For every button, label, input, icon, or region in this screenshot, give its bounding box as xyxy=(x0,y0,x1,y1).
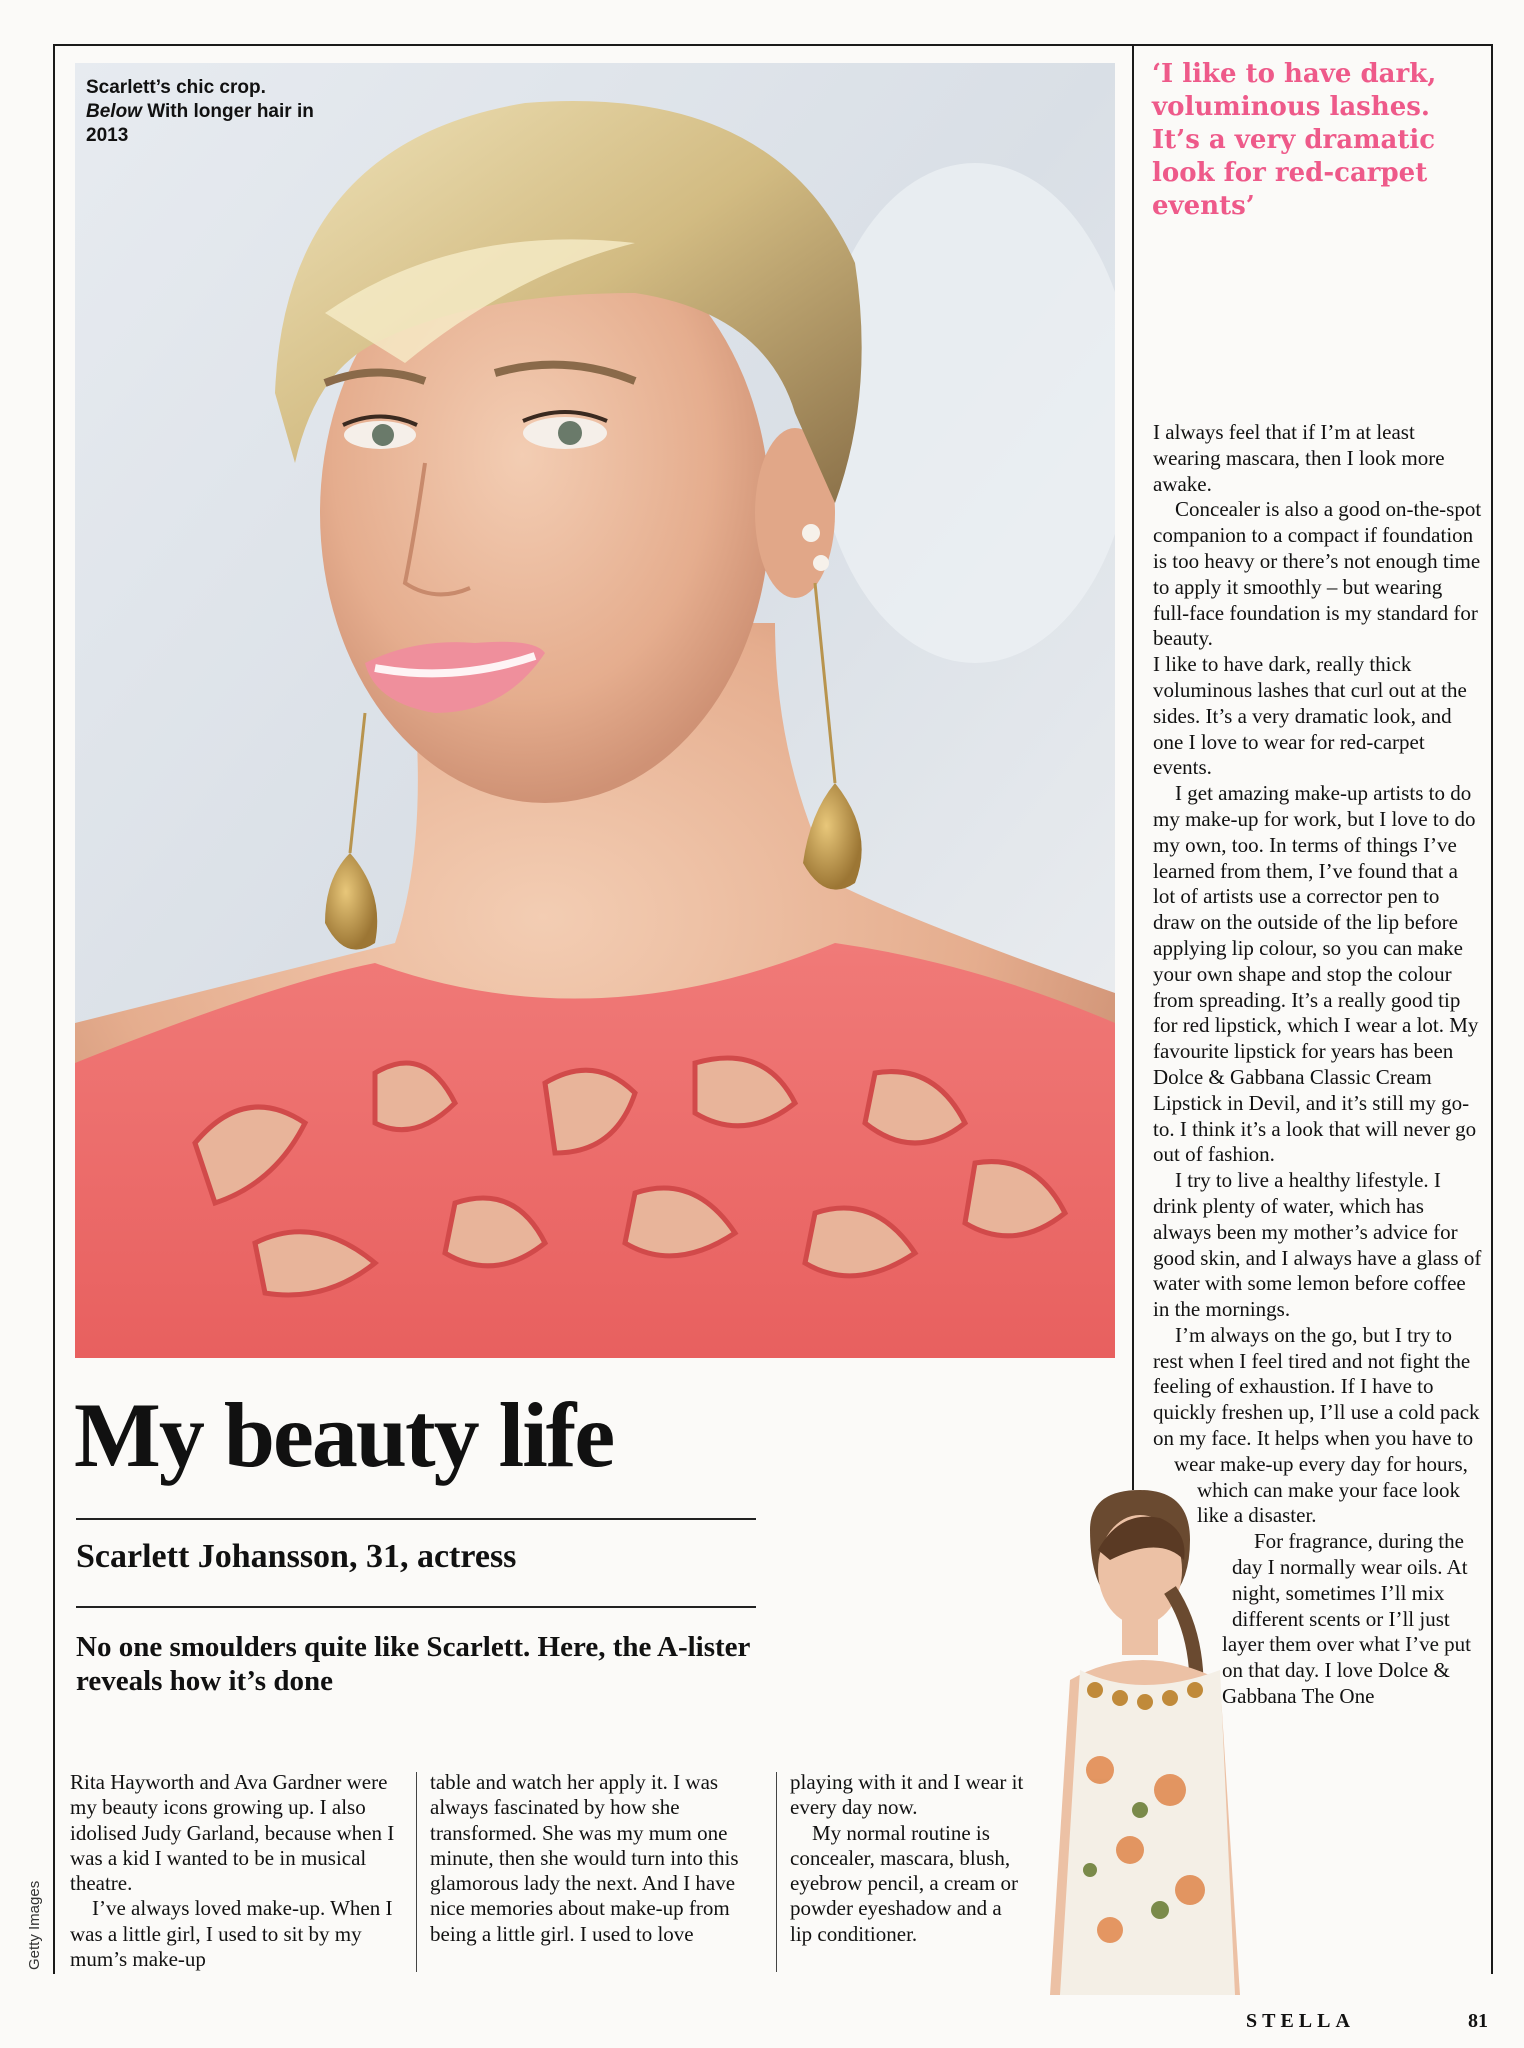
photo-caption xyxy=(86,76,326,148)
body-paragraph: For fragrance, during the day I normally wear oils. At night, sometimes I’ll mix different scents or I’ll just layer them over what I’ve put on that day. I love Dolce & Gabbana The One xyxy=(1222,1529,1471,1709)
body-paragraph: I’m always on the go, but I try to rest when I feel tired and not fight the feeling of exhaustion. If I have to quickly freshen up, I’ll use a cold pack on my face. It helps when you have to wear make-up every day for hours, which can make your face look like a disaster. xyxy=(1153,1322,1480,1528)
photo-credit-text: Getty Images xyxy=(26,1880,43,1970)
wrap-spacer xyxy=(1152,1491,1197,1543)
pull-quote: ‘I like to have dark, voluminous lashes. It’s a very dramatic look for red-carpet events’ xyxy=(1152,59,1437,221)
headline: My beauty life xyxy=(74,1384,614,1486)
column-separator xyxy=(776,1772,777,1972)
byline-rule-top xyxy=(76,1518,756,1520)
caption-lead: Scarlett’s chic crop. xyxy=(86,77,266,98)
footer-section-name: STELLA xyxy=(1246,2010,1355,2032)
byline: Scarlett Johansson, 31, actress xyxy=(76,1538,517,1575)
body-paragraph: I like to have dark, really thick voluminous lashes that curl out at the sides. It’s a very dramatic look, and one I love to wear for red-carpet events. xyxy=(1153,652,1467,780)
body-paragraph: I always feel that if I’m at least wearing mascara, then I look more awake. xyxy=(1153,420,1445,496)
main-portrait-photo xyxy=(75,63,1115,1358)
body-column-3 xyxy=(790,1770,1025,1947)
caption-rest: With longer hair in 2013 xyxy=(86,101,314,146)
right-column xyxy=(1152,420,1482,1925)
column-separator xyxy=(416,1772,417,1972)
body-paragraph: table and watch her apply it. I was always fascinated by how she transformed. She was my mum one minute, then she would turn into this glamorous lady the next. And I have nice memories about make-up from being a little girl. I used to love xyxy=(430,1770,739,1946)
byline-rule-bottom xyxy=(76,1606,756,1608)
footer-page-number: 81 xyxy=(1468,2010,1488,2032)
standfirst: No one smoulders quite like Scarlett. Here, the A-lister reveals how it’s done xyxy=(76,1631,750,1697)
wrap-spacer xyxy=(1152,1543,1232,1621)
body-column-1 xyxy=(70,1770,400,1972)
wrap-spacer xyxy=(1152,1465,1174,1491)
body-column-2 xyxy=(430,1770,760,1947)
body-paragraph: I try to live a healthy lifestyle. I drink plenty of water, which has always been my mother’s advice for good skin, and I always have a glass of water with some lemon before coffee in the mornings. xyxy=(1153,1168,1482,1322)
body-paragraph: I’ve always loved make-up. When I was a little girl, I used to sit by my mum’s make-up xyxy=(70,1896,393,1972)
portrait-illustration xyxy=(75,63,1115,1358)
body-paragraph: My normal routine is concealer, mascara, blush, eyebrow pencil, a cream or powder eyeshadow and a lip conditioner. xyxy=(790,1820,1018,1946)
body-paragraph: Concealer is also a good on-the-spot companion to a compact if foundation is too heavy or there’s not enough time to apply it smoothly – but wearing full-face foundation is my standard for beauty. xyxy=(1153,497,1482,651)
body-paragraph: Rita Hayworth and Ava Gardner were my beauty icons growing up. I also idolised Judy Garland, because when I was a kid I wanted to be in musical theatre. xyxy=(70,1770,395,1896)
body-paragraph: I get amazing make-up artists to do my make-up for work, but I love to do my own, too. In terms of things I’ve learned from them, I’ve found that a lot of artists use a corrector pen to draw on the outside of the lip before applying lip colour, so you can make your own shape and stop the colour from spreading. It’s a really good tip for red lipstick, which I wear a lot. My favourite lipstick for years has been Dolce & Gabbana Classic Cream Lipstick in Devil, and it’s still my go-to. I think it’s a look that will never go out of fashion. xyxy=(1153,781,1479,1167)
caption-italic: Below xyxy=(86,101,142,122)
wrap-spacer xyxy=(1152,1621,1222,1725)
body-paragraph: playing with it and I wear it every day now. xyxy=(790,1770,1024,1820)
wrap-spacer xyxy=(1152,1725,1247,1925)
photo-credit xyxy=(26,1880,56,1970)
